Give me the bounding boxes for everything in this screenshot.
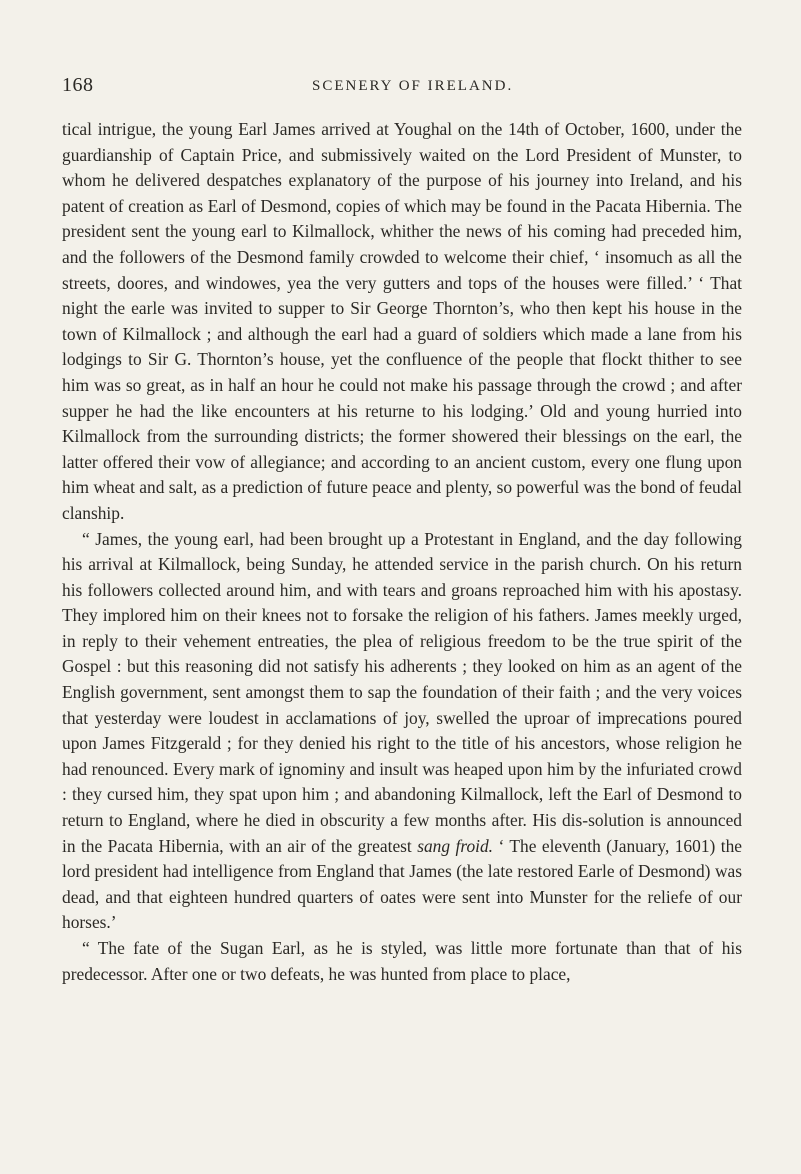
paragraph-1-text: tical intrigue, the young Earl James arrived at Youghal on the 14th of October, 1600, under the guardianship of Captain Price, and submissively waited on the Lord President of Munster, to whom he delivered despatches explanatory of the purpose of his journey into Ireland, and his patent of creation as Earl of Desmond, copies of which may be found in the Pacata Hibernia. The president sent the young earl to Kilmallock, whither the news of his coming had preceded him, and the followers of the Desmond family crowded to welcome their chief, ‘ insomuch as all the streets, doores, and windowes, yea the very gutters and tops of the houses were filled.’ ‘ That night the earle was invited to supper to Sir George Thornton’s, who then kept his house in the town of Kilmallock ; and although the earl had a guard of soldiers which made a lane from his lodgings to Sir G. Thornton’s house, yet the confluence of the people that flockt thither to see him was so great, as in half an hour he could not make his passage through the crowd ; and after supper he had the like encounters at his returne to his lodging.’ Old and young hurried into Kilmallock from the surrounding districts; the former showered their blessings on the earl, the latter offered their vow of allegiance; and according to an ancient custom, every one flung upon him wheat and salt, as a prediction of future peace and plenty, so powerful was the bond of feudal clanship.	[62, 119, 742, 523]
paragraph-2-text-continued: ‘ The eleventh (January, 1601) the lord president had intelligence from England that James (the late restored Earle of Desmond) was dead, and that eighteen hundred quarters of oates were sent into Munster for the reliefe of our horses.’	[62, 835, 742, 933]
paragraph-2	[62, 527, 742, 937]
paragraph-1	[62, 117, 742, 527]
body-text	[62, 117, 742, 987]
page-number: 168	[62, 74, 94, 96]
paragraph-2-italic: sang froid.	[417, 835, 494, 856]
page-header	[62, 74, 739, 104]
paragraph-3	[62, 936, 742, 987]
paragraph-3-text: “ The fate of the Sugan Earl, as he is styled, was little more fortunate than that of his predecessor. After one or two defeats, he was hunted from place to place,	[62, 938, 742, 984]
paragraph-2-text: “ James, the young earl, had been brought up a Protestant in England, and the day following his arrival at Kilmallock, being Sunday, he attended service in the parish church. On his return his followers collected around him, and with tears and groans reproached him with his apostasy. They implored him on their knees not to forsake the religion of his fathers. James meekly urged, in reply to their vehement entreaties, the plea of religious freedom to be the true spirit of the Gospel : but this reasoning did not satisfy his adherents ; they looked on him as an agent of the English government, sent amongst them to sap the foundation of their faith ; and the very voices that yesterday were loudest in acclamations of joy, swelled the uproar of imprecations poured upon James Fitzgerald ; for they denied his right to the title of his ancestors, whose religion he had renounced. Every mark of ignominy and insult was heaped upon him by the infuriated crowd : they cursed him, they spat upon him ; and abandoning Kilmallock, left the Earl of Desmond to return to England, where he died in obscurity a few months after. His dis-solution is announced in the Pacata Hibernia, with an air of the greatest	[62, 528, 742, 856]
running-title: SCENERY OF IRELAND.	[312, 78, 514, 94]
